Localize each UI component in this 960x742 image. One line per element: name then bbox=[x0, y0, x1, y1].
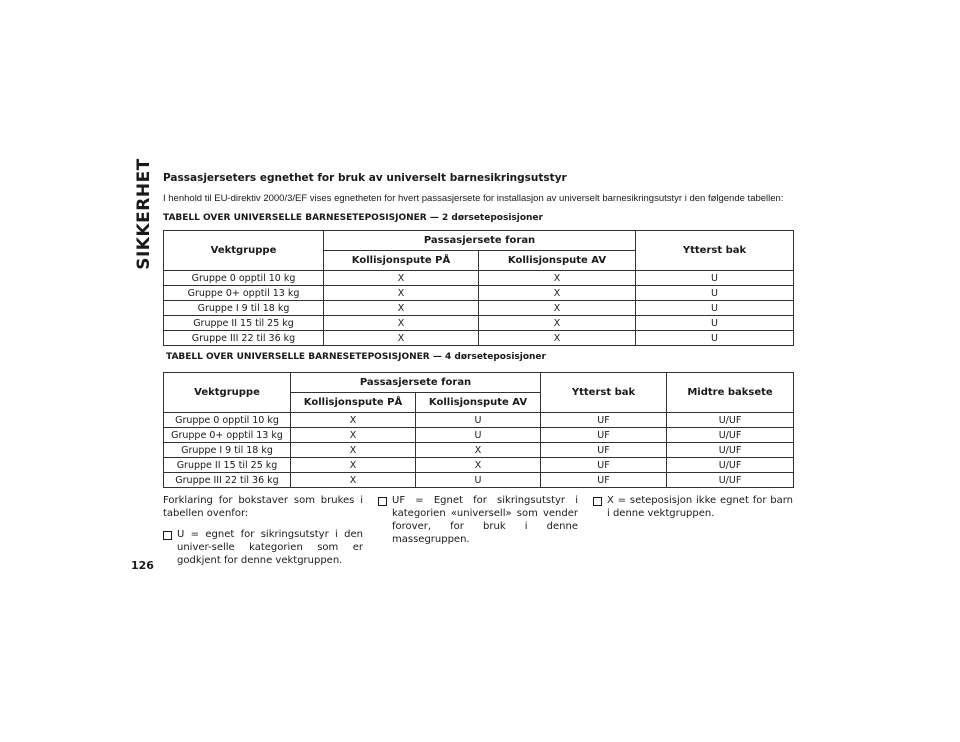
cell-middle-rear: U/UF bbox=[667, 443, 794, 458]
cell-outer-rear: UF bbox=[541, 428, 667, 443]
table-4-door-positions bbox=[163, 372, 794, 488]
checkbox-bullet-icon bbox=[163, 531, 172, 540]
cell-weight: Gruppe II 15 til 25 kg bbox=[164, 458, 291, 473]
legend-item-u bbox=[163, 528, 363, 567]
header-airbag-on: Kollisjonspute PÅ bbox=[291, 393, 416, 413]
section-side-tab bbox=[131, 158, 157, 270]
cell-middle-rear: U/UF bbox=[667, 458, 794, 473]
cell-weight: Gruppe 0+ opptil 13 kg bbox=[164, 428, 291, 443]
cell-outer-rear: U bbox=[636, 331, 794, 346]
cell-airbag-on: X bbox=[324, 286, 479, 301]
cell-weight: Gruppe II 15 til 25 kg bbox=[164, 316, 324, 331]
table-row bbox=[164, 428, 794, 443]
header-airbag-off: Kollisjonspute AV bbox=[479, 251, 636, 271]
table-row bbox=[164, 301, 794, 316]
cell-outer-rear: UF bbox=[541, 458, 667, 473]
cell-weight: Gruppe III 22 til 36 kg bbox=[164, 331, 324, 346]
cell-weight: Gruppe I 9 til 18 kg bbox=[164, 301, 324, 316]
checkbox-bullet-icon bbox=[378, 497, 387, 506]
cell-middle-rear: U/UF bbox=[667, 473, 794, 488]
cell-airbag-off: U bbox=[416, 473, 541, 488]
header-weight-group: Vektgruppe bbox=[164, 373, 291, 413]
cell-airbag-off: U bbox=[416, 413, 541, 428]
cell-airbag-on: X bbox=[324, 301, 479, 316]
page-number: 126 bbox=[131, 559, 154, 572]
section-label: SIKKERHET bbox=[134, 158, 154, 270]
header-outer-rear: Ytterst bak bbox=[636, 231, 794, 271]
checkbox-bullet-icon bbox=[593, 497, 602, 506]
table-2-door-positions bbox=[163, 230, 794, 346]
header-front-passenger-seat: Passasjersete foran bbox=[291, 373, 541, 393]
table-row bbox=[164, 458, 794, 473]
legend-text-x: X = seteposisjon ikke egnet for barn i denne vektgruppen. bbox=[607, 495, 793, 519]
cell-outer-rear: UF bbox=[541, 443, 667, 458]
cell-airbag-on: X bbox=[324, 331, 479, 346]
legend-column-3 bbox=[593, 494, 793, 520]
table-row bbox=[164, 316, 794, 331]
intro-paragraph: I henhold til EU-direktiv 2000/3/EF vises egnetheten for hvert passasjersete for installasjon av universelt barnesikringsutstyr i den følgende tabellen: bbox=[163, 193, 784, 204]
cell-weight: Gruppe 0+ opptil 13 kg bbox=[164, 286, 324, 301]
cell-weight: Gruppe 0 opptil 10 kg bbox=[164, 271, 324, 286]
cell-weight: Gruppe 0 opptil 10 kg bbox=[164, 413, 291, 428]
cell-weight: Gruppe III 22 til 36 kg bbox=[164, 473, 291, 488]
cell-airbag-off: X bbox=[479, 331, 636, 346]
table-row bbox=[164, 443, 794, 458]
table-row bbox=[164, 331, 794, 346]
table-row bbox=[164, 413, 794, 428]
cell-airbag-on: X bbox=[291, 428, 416, 443]
table-row bbox=[164, 286, 794, 301]
table-row bbox=[164, 271, 794, 286]
cell-outer-rear: U bbox=[636, 301, 794, 316]
cell-airbag-on: X bbox=[291, 458, 416, 473]
table1-caption: TABELL OVER UNIVERSELLE BARNESETEPOSISJONER — 2 dørseteposisjoner bbox=[163, 213, 543, 223]
cell-outer-rear: UF bbox=[541, 413, 667, 428]
cell-airbag-off: X bbox=[479, 286, 636, 301]
cell-airbag-on: X bbox=[324, 271, 479, 286]
cell-middle-rear: U/UF bbox=[667, 428, 794, 443]
cell-outer-rear: UF bbox=[541, 473, 667, 488]
header-middle-rear: Midtre baksete bbox=[667, 373, 794, 413]
table-row bbox=[164, 473, 794, 488]
cell-middle-rear: U/UF bbox=[667, 413, 794, 428]
cell-weight: Gruppe I 9 til 18 kg bbox=[164, 443, 291, 458]
legend-text-u: U = egnet for sikringsutstyr i den univer-selle kategorien som er godkjent for denne vektgruppen. bbox=[177, 529, 363, 566]
header-airbag-off: Kollisjonspute AV bbox=[416, 393, 541, 413]
legend-intro: Forklaring for bokstaver som brukes i tabellen ovenfor: bbox=[163, 495, 363, 519]
cell-airbag-off: X bbox=[479, 301, 636, 316]
section-heading: Passasjerseters egnethet for bruk av universelt barnesikringsutstyr bbox=[163, 172, 567, 184]
table2-caption: TABELL OVER UNIVERSELLE BARNESETEPOSISJONER — 4 dørseteposisjoner bbox=[166, 352, 546, 362]
cell-outer-rear: U bbox=[636, 316, 794, 331]
cell-airbag-on: X bbox=[291, 473, 416, 488]
cell-airbag-off: U bbox=[416, 428, 541, 443]
legend-item-x bbox=[593, 494, 793, 520]
cell-airbag-on: X bbox=[291, 443, 416, 458]
cell-airbag-on: X bbox=[291, 413, 416, 428]
legend-column-1 bbox=[163, 494, 363, 567]
cell-airbag-off: X bbox=[479, 316, 636, 331]
header-front-passenger-seat: Passasjersete foran bbox=[324, 231, 636, 251]
cell-outer-rear: U bbox=[636, 286, 794, 301]
cell-airbag-off: X bbox=[416, 458, 541, 473]
header-weight-group: Vektgruppe bbox=[164, 231, 324, 271]
header-airbag-on: Kollisjonspute PÅ bbox=[324, 251, 479, 271]
legend-text-uf: UF = Egnet for sikringsutstyr i kategorien «universell» som vender forover, for bruk i denne massegruppen. bbox=[392, 495, 578, 545]
header-outer-rear: Ytterst bak bbox=[541, 373, 667, 413]
cell-airbag-off: X bbox=[479, 271, 636, 286]
cell-outer-rear: U bbox=[636, 271, 794, 286]
cell-airbag-on: X bbox=[324, 316, 479, 331]
legend-column-2 bbox=[378, 494, 578, 546]
legend-item-uf bbox=[378, 494, 578, 546]
cell-airbag-off: X bbox=[416, 443, 541, 458]
